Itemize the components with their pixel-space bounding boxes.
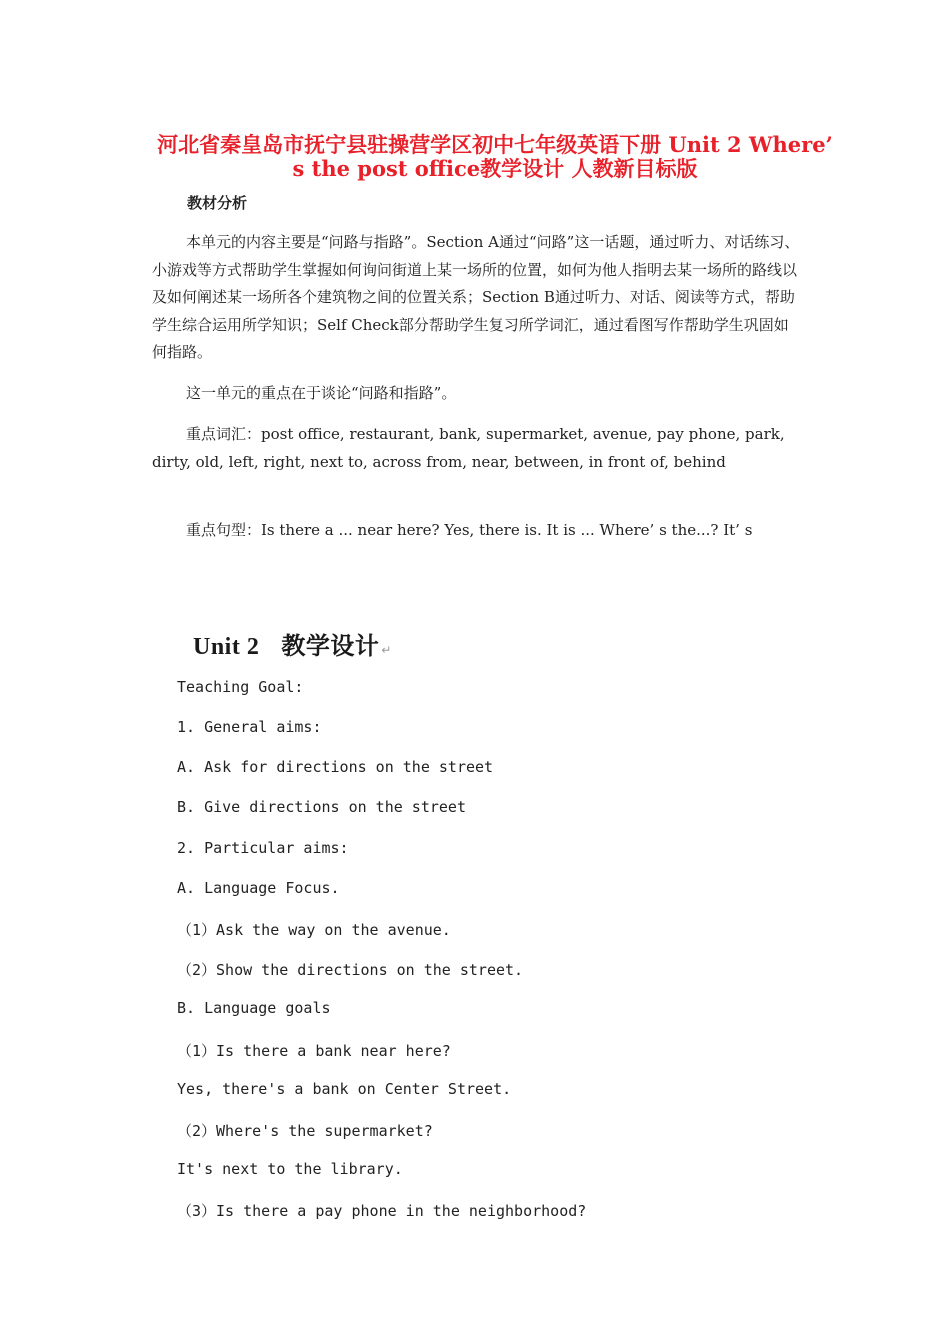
goal-line: （2）Show the directions on the street.	[177, 961, 524, 979]
goal-line: B. Give directions on the street	[177, 798, 466, 816]
goal-line: 1. General aims:	[177, 718, 322, 736]
paragraph-mark-icon: ↵	[381, 643, 392, 657]
paragraph-vocabulary: 重点词汇：post office, restaurant, bank, supermarket, avenue, pay phone, park, dirty, old, left, right, next to, across from, near, between, in front of, behind	[152, 425, 785, 471]
unit-heading-label: 教学设计	[281, 634, 380, 660]
goal-line: It's next to the library.	[177, 1160, 403, 1178]
unit-heading	[193, 626, 392, 661]
section-heading: 教材分析	[187, 194, 248, 212]
goal-line: A. Language Focus.	[177, 879, 340, 897]
goal-line: 2. Particular aims:	[177, 839, 349, 857]
paragraph-intro: 本单元的内容主要是“问路与指路”。Section A通过“问路”这一话题，通过听力、对话练习、小游戏等方式帮助学生掌握如何询问街道上某一场所的位置，如何为他人指明去某一场所的路线以及如何阐述某一场所各个建筑物之间的位置关系；Section B通过听力、对话、阅读等方式，帮助学生综合运用所学知识；Self Check部分帮助学生复习所学词汇，通过看图写作帮助学生巩固如何指路。	[152, 233, 800, 362]
paragraph-focus: 这一单元的重点在于谈论“问路和指路”。	[186, 384, 457, 402]
goal-line: （3）Is there a pay phone in the neighborhood?	[177, 1202, 587, 1220]
unit-heading-unit: Unit 2	[193, 634, 260, 660]
goal-line: （1）Ask the way on the avenue.	[177, 921, 451, 939]
goal-line: Yes, there's a bank on Center Street.	[177, 1080, 512, 1098]
goal-line: （2）Where's the supermarket?	[177, 1122, 433, 1140]
paragraph-sentences: 重点句型：Is there a ... near here? Yes, there is. It is ... Where’ s the...? It’ s	[186, 521, 753, 539]
goal-line: B. Language goals	[177, 999, 331, 1017]
goal-line: A. Ask for directions on the street	[177, 758, 494, 776]
document-title: 河北省秦皇岛市抚宁县驻操营学区初中七年级英语下册 Unit 2 Where’ s the post office教学设计 人教新目标版	[157, 132, 833, 181]
goal-line: （1）Is there a bank near here?	[177, 1042, 451, 1060]
goal-line: Teaching Goal:	[177, 678, 304, 696]
